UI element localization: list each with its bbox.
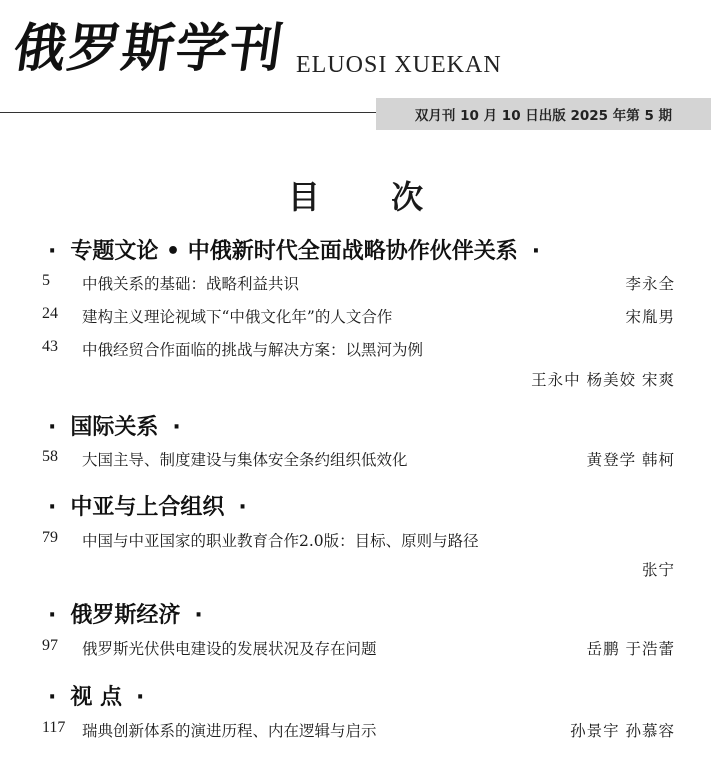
article-title[interactable]: 俄罗斯光伏供电建设的发展状况及存在问题 <box>82 640 377 658</box>
bullet-dot: · <box>48 495 57 520</box>
toc-entry[interactable] <box>0 448 711 472</box>
page-number: 43 <box>42 338 58 355</box>
journal-logo: 俄罗斯学刊 <box>9 18 289 79</box>
bullet-dot: · <box>48 603 57 628</box>
bullet-dot: · <box>48 239 57 264</box>
bullet-dot: · <box>531 239 541 264</box>
article-authors: 王永中 杨美姣 宋爽 <box>531 371 675 389</box>
page-number: 97 <box>42 637 58 654</box>
toc-entry[interactable] <box>0 272 711 296</box>
page-number: 58 <box>42 448 58 465</box>
article-title[interactable]: 大国主导、制度建设与集体安全条约组织低效化 <box>82 451 408 469</box>
section-heading <box>48 598 217 629</box>
toc-entry[interactable] <box>0 338 711 362</box>
section-heading <box>48 234 554 265</box>
toc-entry[interactable] <box>0 305 711 329</box>
bullet-dot: · <box>238 495 247 520</box>
article-authors: 岳鹏 于浩蕾 <box>586 640 675 658</box>
article-title[interactable]: 建构主义理论视域下“中俄文化年”的人文合作 <box>82 308 393 326</box>
section-title: 专题文论 • 中俄新时代全面战略协作伙伴关系 <box>70 239 518 264</box>
article-authors: 黄登学 韩柯 <box>586 451 675 469</box>
bullet-dot: · <box>194 603 203 628</box>
toc-entry[interactable] <box>0 529 711 553</box>
article-authors: 李永全 <box>625 275 675 293</box>
toc-entry[interactable] <box>0 719 711 743</box>
masthead <box>9 14 704 84</box>
bullet-dot: · <box>48 685 57 710</box>
article-title[interactable]: 中俄经贸合作面临的挑战与解决方案：以黑河为例 <box>82 341 424 359</box>
page-number: 5 <box>42 272 50 289</box>
section-title: 视 点 <box>70 685 123 710</box>
bullet-dot: · <box>48 415 57 440</box>
bullet-dot: · <box>172 415 181 440</box>
article-authors: 宋胤男 <box>625 308 675 326</box>
toc-title: 目 次 <box>287 178 454 216</box>
section-heading <box>48 490 261 521</box>
article-authors: 孙景宇 孙慕容 <box>570 722 675 740</box>
section-heading <box>48 410 195 441</box>
article-authors: 张宁 <box>641 561 675 579</box>
page-number: 24 <box>42 305 58 322</box>
section-title: 国际关系 <box>70 415 159 440</box>
section-title: 俄罗斯经济 <box>70 603 181 628</box>
article-title[interactable]: 中国与中亚国家的职业教育合作2.0版：目标、原则与路径 <box>82 532 479 550</box>
article-title[interactable]: 瑞典创新体系的演进历程、内在逻辑与启示 <box>82 722 377 740</box>
page-number: 79 <box>42 529 58 546</box>
article-title[interactable]: 中俄关系的基础：战略利益共识 <box>82 275 300 293</box>
issue-info: 双月刊 10 月 10 日出版 2025 年第 5 期 <box>376 98 711 130</box>
page-number: 117 <box>42 719 66 736</box>
bullet-dot: · <box>136 685 145 710</box>
journal-title-en: ELUOSI XUEKAN <box>296 52 502 78</box>
section-heading <box>48 680 158 711</box>
header-rule <box>0 112 380 113</box>
section-title: 中亚与上合组织 <box>70 495 225 520</box>
toc-entry[interactable] <box>0 637 711 661</box>
